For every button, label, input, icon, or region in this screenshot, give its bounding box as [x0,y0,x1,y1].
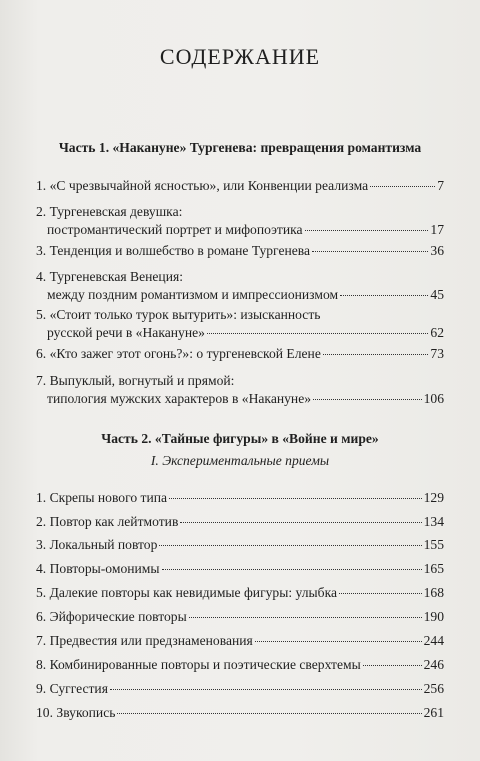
toc-entry-page: 244 [423,633,444,648]
toc-entry-title-continued: русской речи в «Накануне» [47,325,205,340]
toc-entry[interactable] [36,513,444,531]
toc-entry[interactable] [36,268,444,304]
toc-entry[interactable] [36,584,444,602]
section-heading: I. Экспериментальные приемы [150,453,330,468]
toc-entry[interactable] [36,242,444,260]
toc-entry[interactable] [36,680,444,698]
dot-leader [169,498,422,499]
toc-entry-page: 256 [423,681,444,696]
part1-heading: Часть 1. «Накануне» Тургенева: превращения романтизма [58,140,422,155]
toc-entry-page: 155 [423,537,444,552]
toc-entry[interactable] [36,656,444,674]
toc-entry-title-continued: типология мужских характеров в «Накануне» [47,391,312,406]
toc-entry-page: 134 [423,514,444,529]
dot-leader [323,354,429,355]
toc-entry-page: 261 [423,705,444,720]
toc-entry-title: 6. Эйфорические повторы [36,609,187,624]
toc-entry[interactable] [36,345,444,363]
toc-entry-page: 45 [430,287,444,302]
toc-entry[interactable] [36,489,444,507]
dot-leader [110,689,422,690]
dot-leader [207,333,428,334]
toc-entry-page: 17 [430,222,444,237]
dot-leader [189,617,422,618]
toc-entry-title: 5. «Стоит только турок вытурить»: изысканность [36,307,321,322]
toc-entry-title: 5. Далекие повторы как невидимые фигуры: улыбка [36,585,338,600]
toc-entry[interactable] [36,177,444,195]
toc-entry-title: 1. Скрепы нового типа [36,490,168,505]
toc-entry-title: 4. Тургеневская Венеция: [36,269,183,284]
toc-entry[interactable] [36,306,444,342]
part2-heading: Часть 2. «Тайные фигуры» в «Войне и мире» [101,431,379,446]
dot-leader [305,230,429,231]
dot-leader [159,545,421,546]
toc-entry-title-continued: постромантический портрет и мифопоэтика [47,222,303,237]
toc-entry[interactable] [36,536,444,554]
toc-entry[interactable] [36,372,444,408]
toc-entry-page: 62 [430,325,444,340]
dot-leader [312,251,428,252]
dot-leader [117,713,421,714]
toc-entry-title: 2. Тургеневская девушка: [36,204,183,219]
toc-entry-title: 6. «Кто зажег этот огонь?»: о тургеневской Елене [36,346,321,361]
toc-entry[interactable] [36,632,444,650]
toc-entry[interactable] [36,560,444,578]
toc-entry-title: 10. Звукопись [36,705,116,720]
toc-entry-page: 129 [423,490,444,505]
toc-entry-page: 246 [423,657,444,672]
toc-entry[interactable] [36,608,444,626]
dot-leader [339,593,422,594]
dot-leader [255,641,422,642]
toc-entry-page: 165 [423,561,444,576]
dot-leader [180,522,421,523]
toc-entry-title: 3. Локальный повтор [36,537,158,552]
toc-entry-page: 190 [423,609,444,624]
toc-entry-title: 7. Выпуклый, вогнутый и прямой: [36,373,235,388]
toc-entry-title: 2. Повтор как лейтмотив [36,514,179,529]
toc-entry-page: 106 [423,391,444,406]
toc-entry-title-continued: между поздним романтизмом и импрессионизмом [47,287,339,302]
dot-leader [363,665,422,666]
toc-entry-page: 168 [423,585,444,600]
dot-leader [340,295,428,296]
toc-entry-page: 7 [437,178,444,193]
toc-entry[interactable] [36,704,444,722]
toc-entry-title: 4. Повторы-омонимы [36,561,160,576]
toc-entry-title: 1. «С чрезвычайной ясностью», или Конвенции реализма [36,178,369,193]
toc-entry-page: 73 [430,346,444,361]
page-title: СОДЕРЖАНИЕ [159,44,321,69]
dot-leader [162,569,422,570]
toc-entry-page: 36 [430,243,444,258]
toc-entry[interactable] [36,203,444,239]
toc-entry-title: 9. Суггестия [36,681,108,696]
toc-entry-title: 3. Тенденция и волшебство в романе Тургенева [36,243,311,258]
toc-entry-title: 7. Предвестия или предзнаменования [36,633,253,648]
dot-leader [370,186,435,187]
dot-leader [313,399,422,400]
toc-entry-title: 8. Комбинированные повторы и поэтические сверхтемы [36,657,361,672]
